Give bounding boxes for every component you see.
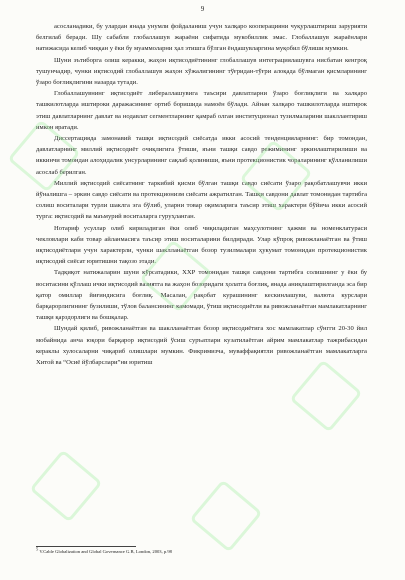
footnote-text: V.Cable Globalization and Global Governance G.B, London, 2003, p.98 (39, 549, 172, 554)
paragraph: Глобаллашувнинг иқтисодиёт либераллашувига таъсири давлатларни ўзаро боғлиқлиги ва халқаро ташкилотларда иштироки даражасининг ортиб боришида намоён бўлади. Айнан халқаро ташкилотларда иштирок этиш давлатларнинг давлат ва нодавлат сегментларнинг қамраб олган институционал тузилмаларини шакллантириш имкон яратади. (36, 90, 367, 131)
footnote-divider (36, 546, 136, 547)
paragraph: Нотариф усуллар олиб кириладиган ёки олиб чиқиладиган маҳсулотнинг ҳажми ва номенклатураси чекловлари каби товар айланмасига таъсир этиш воситаларини билдиради. Улар кўпроқ ривожланаётган ва ўтиш иқтисодиётлари учун характерли, чунки шаклланаётган бозор тузилмалари ҳукумат томонидан протекционистик иқтисодий сиёсат юритишни тақозо этади. (36, 224, 367, 266)
watermark-shape (29, 449, 102, 522)
watermark-shape (289, 359, 362, 432)
page-number: 9 (200, 5, 205, 13)
paragraph: Шундай қилиб, ривожланаётган ва шаклланаётган бозор иқтисодиётига хос мамлакатлар сўнгги 20-30 йил мобайнида анча юқори барқарор иқтисодий ўсиш суръатлари кузатилаётган айрим мамлакатлар тажрибасидан кераклы хулосаларни чиқариб олишлари мумкин. Фикримизча, муваффақиятли ривожланаётган мамлакатларга Хитой ва “Осиё йўлбарслари”ни юритиш (36, 325, 367, 367)
paragraph: асосланадики, бу улардан янада унумли фойдаланиш учун халқаро кооперацияни чуқурлаштириш зарурияти белгилаб беради. Шу сабабли глобаллашув жараёни сифатида мукобиллик эмас. Глобаллашув жараёнлари натижасида келиб чиққан у ёки бу муаммоларни ҳал этишга бўлган ёндашувларгина муқобил бўлиши мумкин. (36, 23, 367, 53)
footnote (36, 546, 367, 555)
paragraph: Диссертацияда замонавий ташқи иқтисодий сиёсатда икки асосий тенденцияларнинг: бир томондан, давлатларнинг миллий иқтисодиёт очиқлигига ўтиши, яъни ташқи савдо режимининг эркинлаштирилиши ва иккинчи томондан алоҳидалик унсурларининг сақлаб қолиниши, яъни протекционистик чораларининг қўлланилиши асослаб берилган. (36, 135, 367, 176)
paragraph: Тадқиқот натижаларин шуни кўрсатадики, ХХР томонидан ташқи савдони тартибга солишнинг у ёки бу воситасини қўллаш ички иқтисодий вазиятга ва жаҳон бозоридаги ҳолатга боғлиқ, янада аниқлаштирилганда эса бир қатор омиллар йиғиндисига боғлиқ. Масалан, рақобат курашининг кескинлашуви, валюта курслари барқарорлигининг бузилиши, тўлов балансининг камомади, ўтиш иқтисодиётли ва ривожланаётган мамлакатларнинг ташқи қарздорлиги ва бошқалар. (36, 269, 367, 322)
body-text (36, 21, 367, 368)
footnote-mark: 5 (36, 546, 39, 552)
paragraph: Миллий иқтисодий сиёсатнинг таркибий қисми бўлган ташқи савдо сиёсати ўзаро рақобатлашувчи икки йўналишга – эркин савдо сиёсати ва протекционизм сиёсати ажратилган. Ташқи савдони давлат томонидан тартибга солиш воситалари турли шаклга эга бўлиб, уларни товар оқимларига таъсир этиш характери бўйича икки асосий турга: иқтисодий ва маъмурий воситаларга гуруҳланган. (36, 179, 367, 221)
paragraph: Шуни эътиборга олиш керакки, жаҳон иқтисодиётининг глобаллашув интеграциялашувга нисбатан кенгроқ тушунчадир, чунки иқтисодий глобаллашув жаҳон хўжалигининг тўғридан-тўғри алоқада бўлмаган қисмларининг ўзаро боғлиқлигини назарда тутади. (36, 56, 367, 87)
watermark-shape (189, 479, 262, 552)
